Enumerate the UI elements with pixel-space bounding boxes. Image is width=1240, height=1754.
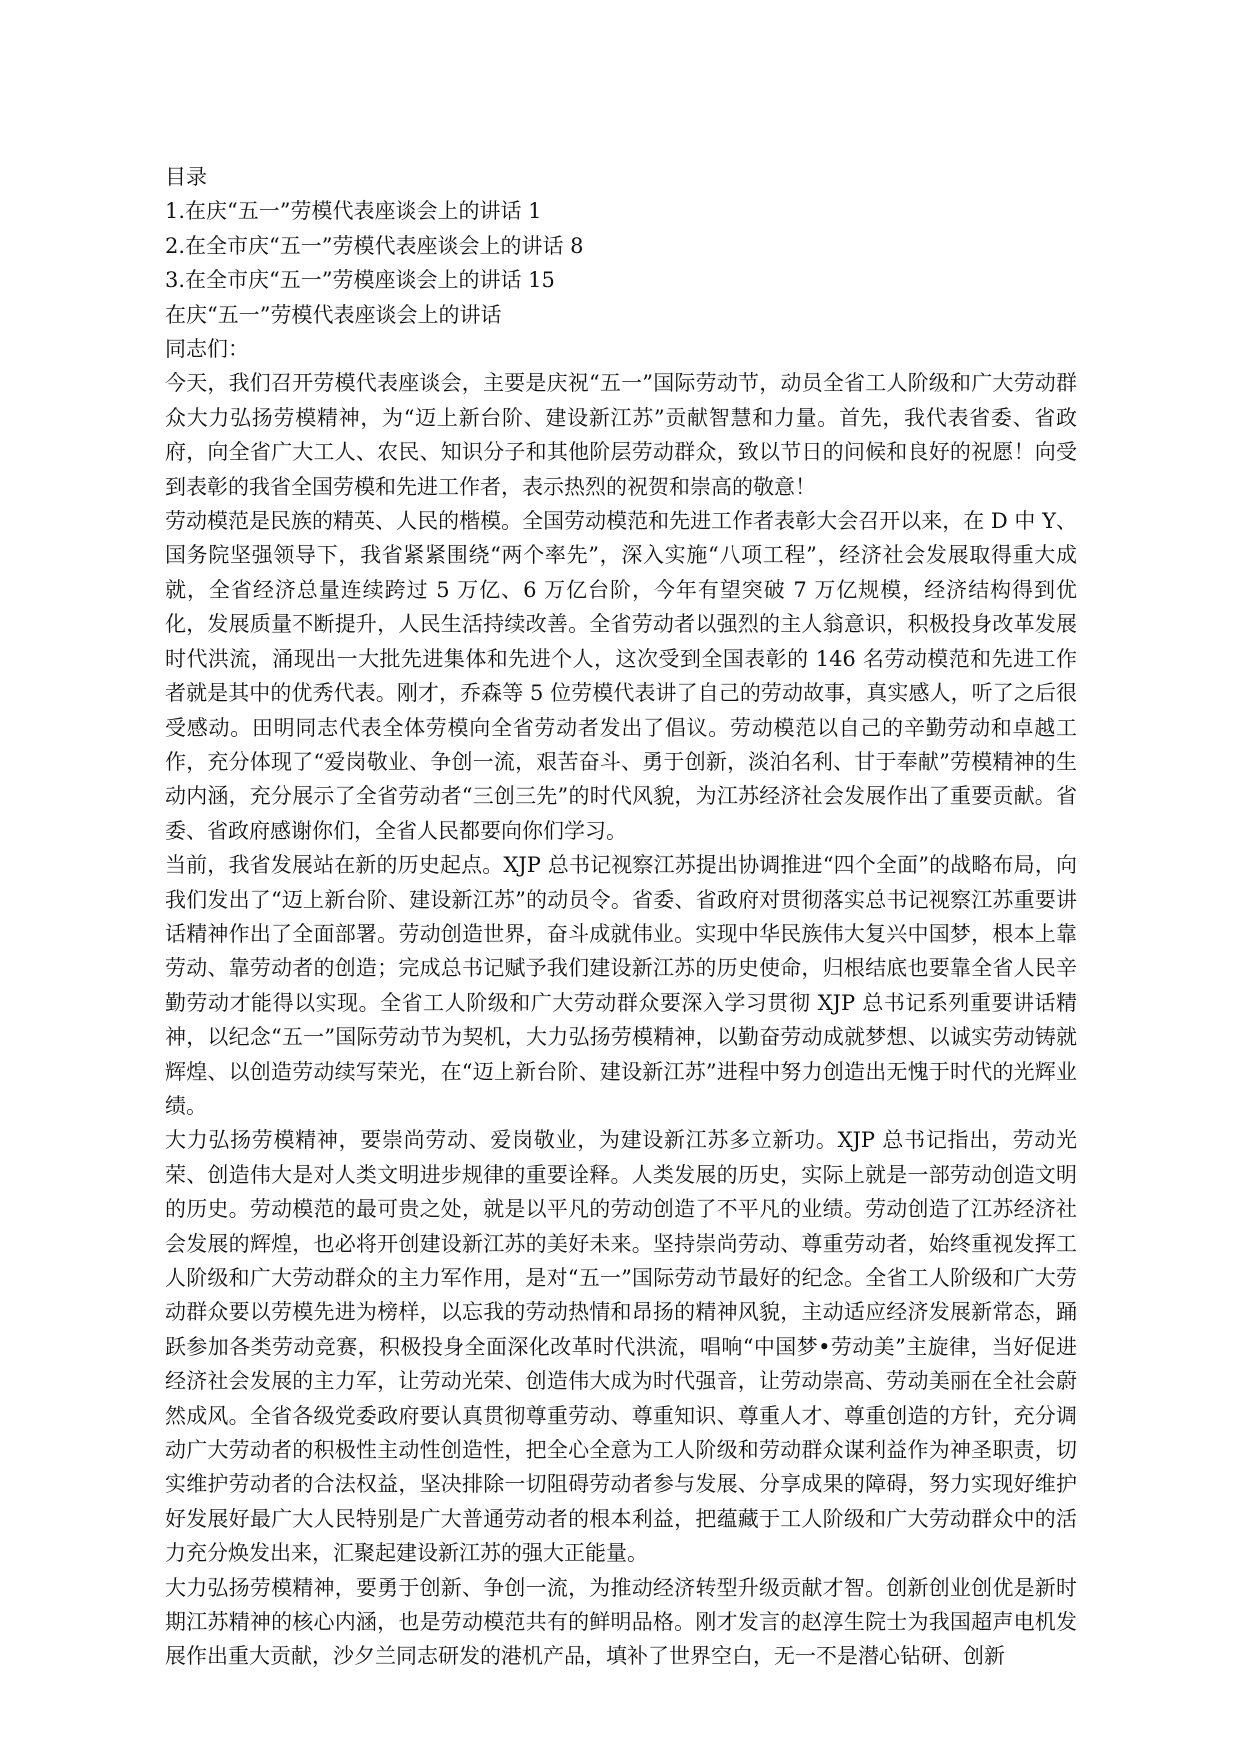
speech-title: 在庆“五一”劳模代表座谈会上的讲话	[165, 302, 502, 327]
toc-title: 目录	[165, 165, 207, 189]
toc-entry[interactable]: 2.在全市庆“五一”劳模代表座谈会上的讲话 8	[165, 233, 584, 258]
speech-salutation: 同志们：	[165, 337, 249, 362]
body-paragraph: 劳动模范是民族的精英、人民的楷模。全国劳动模范和先进工作者表彰大会召开以来，在 D 中 Y、国务院坚强领导下，我省紧紧围绕“两个率先”，深入实施“八项工程”，经济社会发展取得重大成就，全省经济总量连续跨过 5 万亿、6 万亿台阶，今年有望突破 7 万亿规模，经济结构得到优化，发展质量不断提升，人民生活持续改善。全省劳动者以强烈的主人翁意识，积极投身改革发展时代洪流，涌现出一大批先进集体和先进个人，这次受到全国表彰的 146 名劳动模范和先进工作者就是其中的优秀代表。刚才，乔森等 5 位劳模代表讲了自己的劳动故事，真实感人，听了之后很受感动。田明同志代表全体劳模向全省劳动者发出了倡议。劳动模范以自己的辛勤劳动和卓越工作，充分体现了“爱岗敬业、争创一流，艰苦奋斗、勇于创新，淡泊名利、甘于奉献”劳模精神的生动内涵，充分展示了全省劳动者“三创三先”的时代风貌，为江苏经济社会发展作出了重要贡献。省委、省政府感谢你们，全省人民都要向你们学习。	[165, 509, 1077, 843]
toc-entry[interactable]: 3.在全市庆“五一”劳模座谈会上的讲话 15	[165, 268, 555, 293]
body-paragraph: 今天，我们召开劳模代表座谈会，主要是庆祝“五一”国际劳动节，动员全省工人阶级和广大劳动群众大力弘扬劳模精神，为“迈上新台阶、建设新江苏”贡献智慧和力量。首先，我代表省委、省政府，向全省广大工人、农民、知识分子和其他阶层劳动群众，致以节日的问候和良好的祝愿！向受到表彰的我省全国劳模和先进工作者，表示热烈的祝贺和崇高的敬意！	[165, 371, 1077, 499]
document-page	[165, 160, 1077, 1674]
toc-entry[interactable]: 1.在庆“五一”劳模代表座谈会上的讲话 1	[165, 199, 542, 224]
body-paragraph: 当前，我省发展站在新的历史起点。XJP 总书记视察江苏提出协调推进“四个全面”的战略布局，向我们发出了“迈上新台阶、建设新江苏”的动员令。省委、省政府对贯彻落实总书记视察江苏重要讲话精神作出了全面部署。劳动创造世界，奋斗成就伟业。实现中华民族伟大复兴中国梦，根本上靠劳动、靠劳动者的创造；完成总书记赋予我们建设新江苏的历史使命，归根结底也要靠全省人民辛勤劳动才能得以实现。全省工人阶级和广大劳动群众要深入学习贯彻 XJP 总书记系列重要讲话精神，以纪念“五一”国际劳动节为契机，大力弘扬劳模精神，以勤奋劳动成就梦想、以诚实劳动铸就辉煌、以创造劳动续写荣光，在“迈上新台阶、建设新江苏”进程中努力创造出无愧于时代的光辉业绩。	[165, 853, 1077, 1118]
body-paragraph: 大力弘扬劳模精神，要崇尚劳动、爱岗敬业，为建设新江苏多立新功。XJP 总书记指出，劳动光荣、创造伟大是对人类文明进步规律的重要诠释。人类发展的历史，实际上就是一部劳动创造文明的历史。劳动模范的最可贵之处，就是以平凡的劳动创造了不平凡的业绩。劳动创造了江苏经济社会发展的辉煌，也必将开创建设新江苏的美好未来。坚持崇尚劳动、尊重劳动者，始终重视发挥工人阶级和广大劳动群众的主力军作用，是对“五一”国际劳动节最好的纪念。全省工人阶级和广大劳动群众要以劳模先进为榜样，以忘我的劳动热情和昂扬的精神风貌，主动适应经济发展新常态，踊跃参加各类劳动竞赛，积极投身全面深化改革时代洪流，唱响“中国梦•劳动美”主旋律，当好促进经济社会发展的主力军，让劳动光荣、创造伟大成为时代强音，让劳动崇高、劳动美丽在全社会蔚然成风。全省各级党委政府要认真贯彻尊重劳动、尊重知识、尊重人才、尊重创造的方针，充分调动广大劳动者的积极性主动性创造性，把全心全意为工人阶级和劳动群众谋利益作为神圣职责，切实维护劳动者的合法权益，坚决排除一切阻碍劳动者参与发展、分享成果的障碍，努力实现好维护好发展好最广大人民特别是广大普通劳动者的根本利益，把蕴藏于工人阶级和广大劳动群众中的活力充分焕发出来，汇聚起建设新江苏的强大正能量。	[165, 1128, 1077, 1566]
body-paragraph: 大力弘扬劳模精神，要勇于创新、争创一流，为推动经济转型升级贡献才智。创新创业创优是新时期江苏精神的核心内涵，也是劳动模范共有的鲜明品格。刚才发言的赵淳生院士为我国超声电机发展作出重大贡献，沙夕兰同志研发的港机产品，填补了世界空白，无一不是潜心钻研、创新	[165, 1575, 1077, 1669]
